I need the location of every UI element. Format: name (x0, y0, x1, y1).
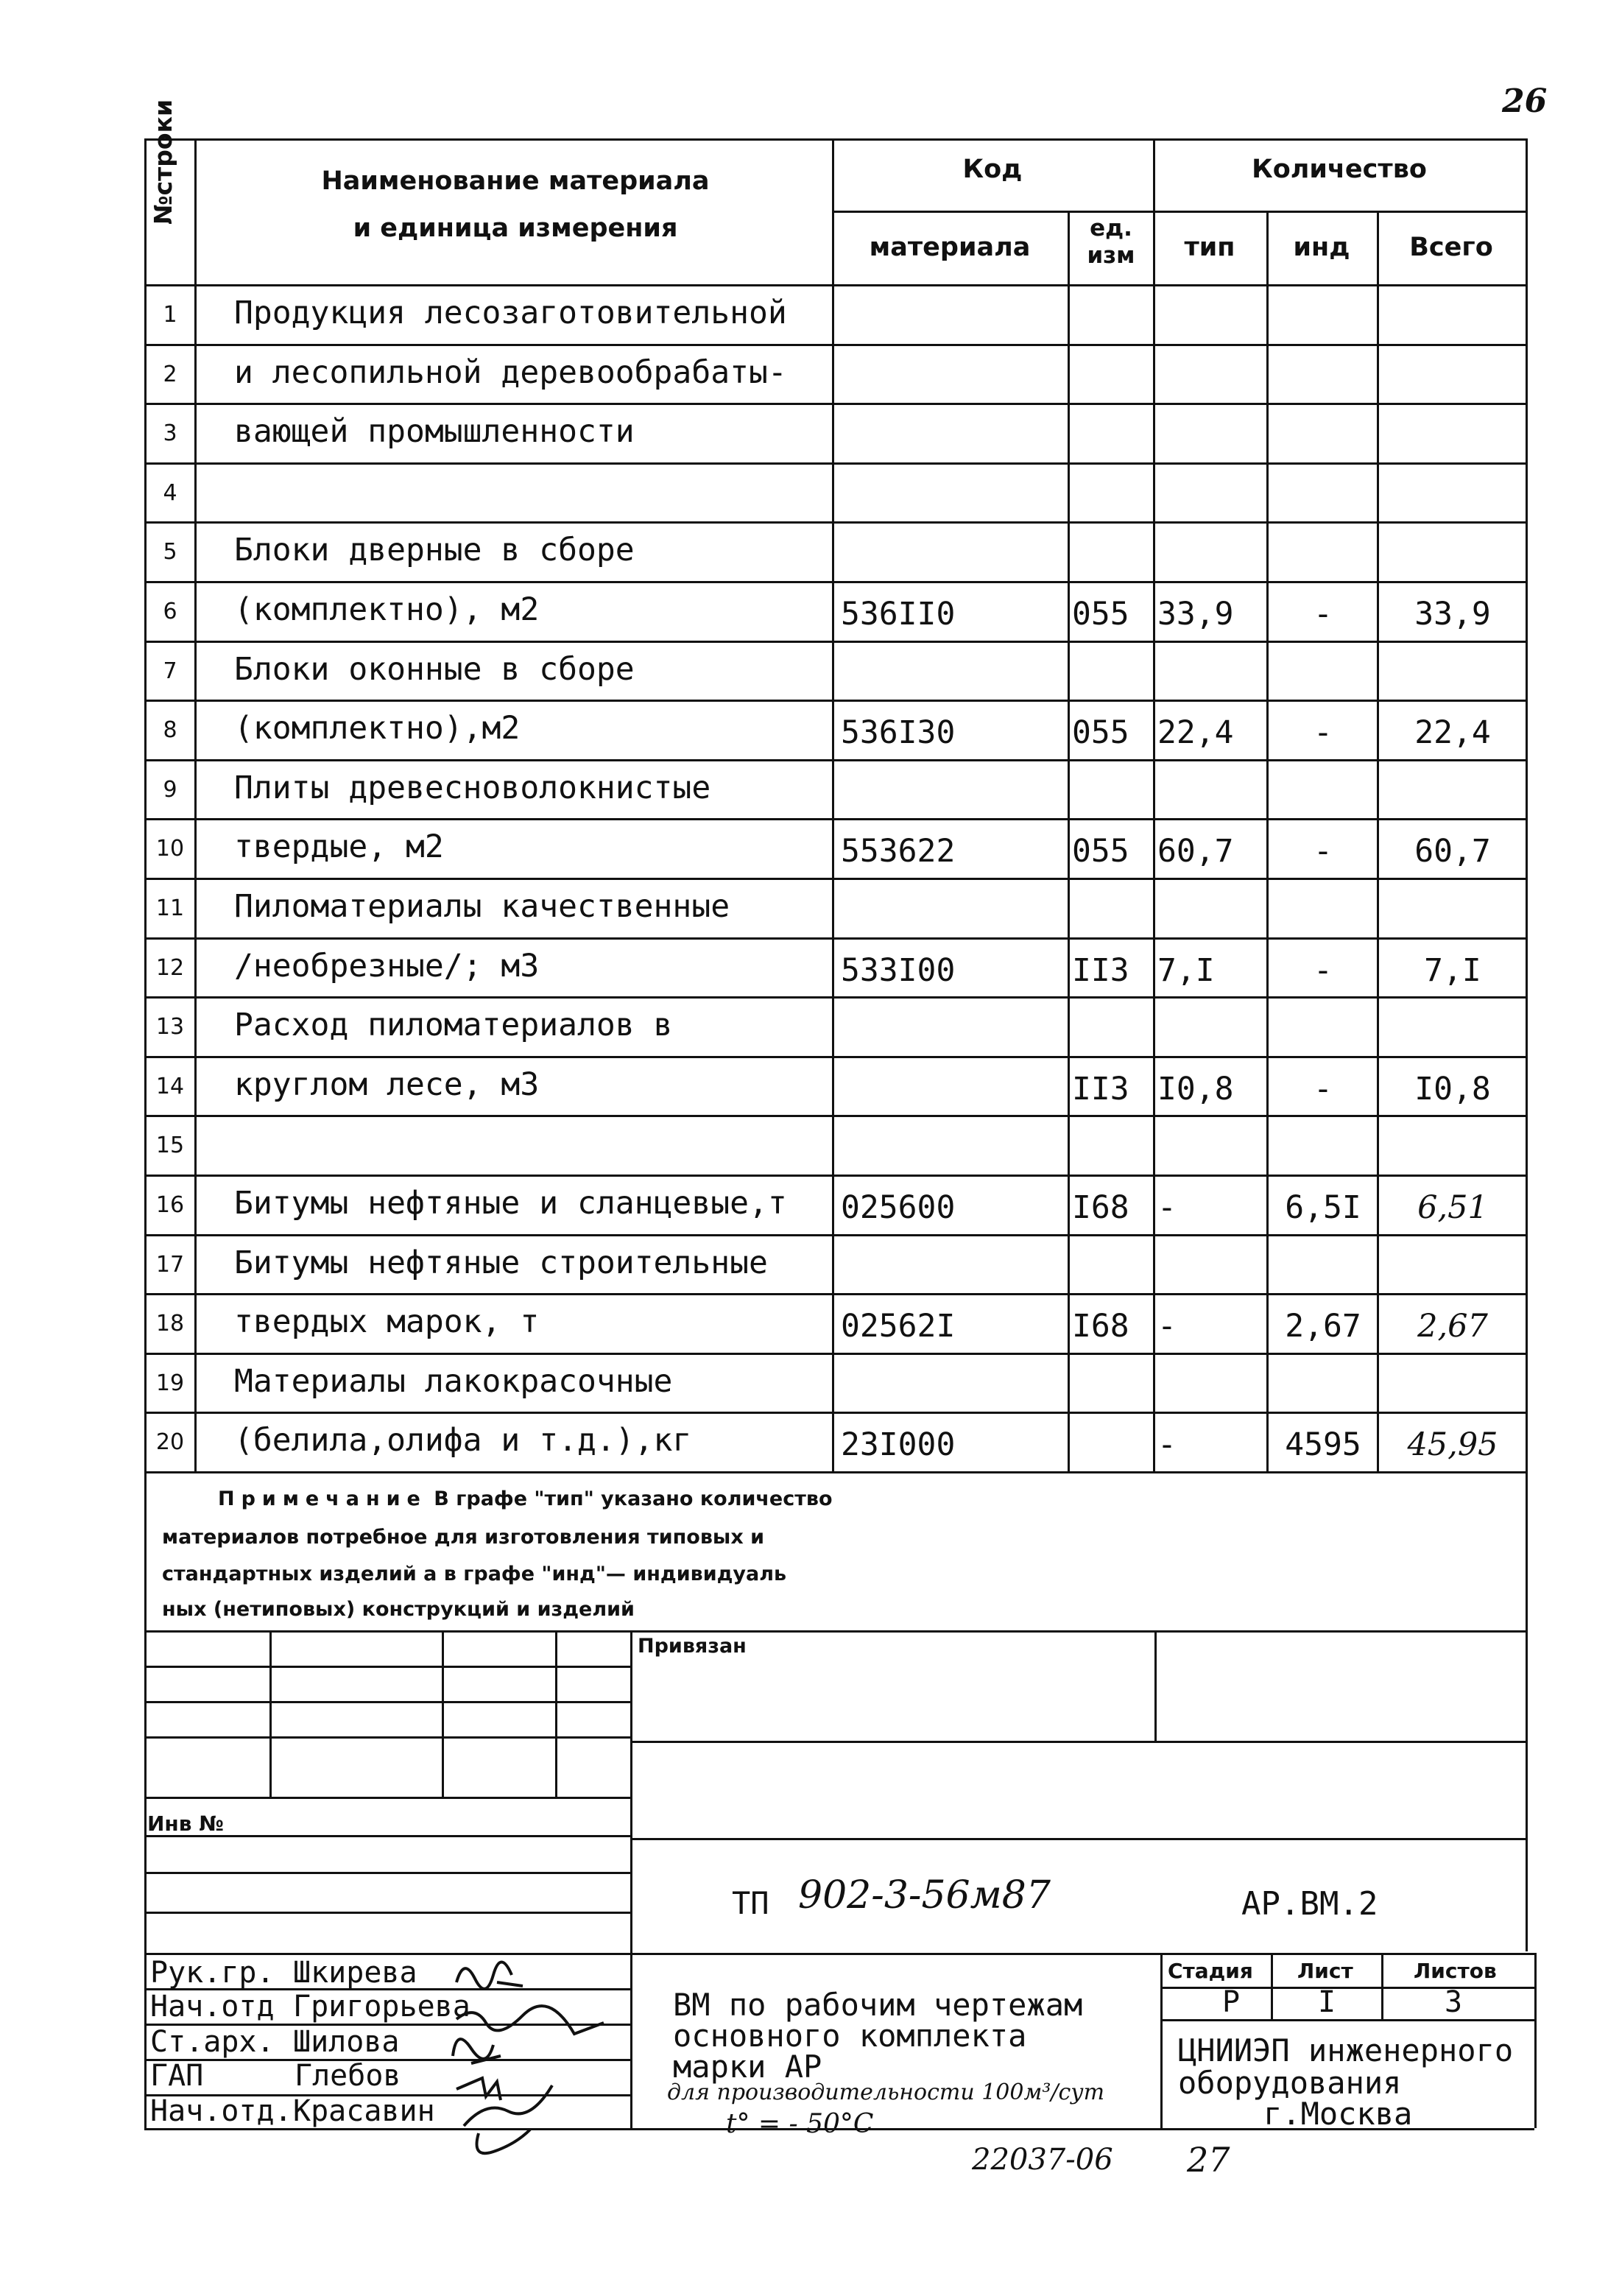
material-name: Блоки дверные в сборе (234, 532, 635, 568)
note-line4: ных (нетиповых) конструкций и изделий (162, 1598, 635, 1621)
cell-code: 533I00 (841, 952, 956, 989)
staff-role: ГАП (150, 2059, 204, 2093)
cell-unit: II3 (1072, 952, 1129, 989)
cell-total: 6,51 (1417, 1189, 1488, 1226)
cell-code: 025600 (841, 1189, 956, 1226)
cell-typ: 60,7 (1157, 833, 1234, 870)
material-name: Плиты древесноволокнистые (234, 770, 711, 806)
archive-number: 22037-06 (972, 2143, 1113, 2177)
ind-header: инд (1293, 233, 1350, 262)
row-number: 20 (155, 1429, 185, 1455)
cell-ind: 4595 (1285, 1426, 1361, 1463)
staff-name: Красавин (293, 2094, 435, 2128)
row-divider (144, 1353, 1526, 1355)
staff-name: Шкирева (293, 1956, 417, 1990)
cell-typ: 33,9 (1157, 596, 1234, 633)
cell-ind: - (1313, 1071, 1333, 1107)
material-name: Битумы нефтяные и сланцевые,т (234, 1185, 787, 1222)
row-number: 13 (155, 1014, 185, 1040)
signatures (442, 1953, 633, 2174)
cell-typ: - (1157, 1426, 1177, 1463)
description-line5: t° = - 50°C (726, 2109, 874, 2139)
cell-typ: - (1157, 1308, 1177, 1345)
doc-code: АР.ВМ.2 (1241, 1885, 1378, 1923)
staff-role: Нач.отд. (150, 2094, 292, 2128)
note-line3: стандартных изделий а в графе "инд"— индивидуаль (162, 1563, 787, 1585)
cell-ind: - (1313, 833, 1333, 870)
cell-unit: 055 (1072, 596, 1129, 633)
unit-header: ед. изм (1087, 215, 1135, 269)
row-number: 16 (155, 1192, 185, 1218)
row-number: 7 (163, 658, 177, 684)
sheet-label: Лист (1297, 1959, 1353, 1983)
row-number: 14 (155, 1074, 185, 1099)
cell-total: 60,7 (1414, 833, 1491, 870)
cell-typ: I0,8 (1157, 1071, 1234, 1107)
row-number: 10 (155, 836, 185, 862)
row-divider (144, 937, 1526, 940)
row-divider (144, 403, 1526, 405)
tp-label: ТП (732, 1885, 769, 1921)
material-name: /необрезные/; м3 (234, 948, 540, 985)
cell-ind: - (1313, 596, 1333, 633)
cell-code: 536I30 (841, 714, 956, 751)
material-name: (комплектно),м2 (234, 710, 521, 747)
row-divider (144, 1115, 1526, 1117)
org-line2: оборудования (1178, 2065, 1402, 2101)
row-number: 2 (163, 362, 177, 387)
cell-ind: - (1313, 952, 1333, 989)
row-number: 4 (163, 480, 177, 506)
row-divider (144, 581, 1526, 583)
quantity-header: Количество (1252, 155, 1427, 184)
cell-unit: 055 (1072, 714, 1129, 751)
row-divider (144, 1234, 1526, 1236)
name-header-line1: Наименование материала (321, 166, 710, 196)
row-divider (144, 462, 1526, 465)
material-name: (белила,олифа и т.д.),кг (234, 1422, 692, 1459)
material-name: твердые, м2 (234, 828, 444, 865)
sheet-value: I (1318, 1985, 1336, 2019)
cell-code: 553622 (841, 833, 956, 870)
note-prefix: Примечание (218, 1487, 427, 1510)
cell-unit: II3 (1072, 1071, 1129, 1107)
sheets-label: Листов (1414, 1959, 1497, 1983)
row-number: 15 (155, 1133, 185, 1158)
staff-role: Рук.гр. (150, 1956, 275, 1990)
material-name: Пиломатериалы качественные (234, 888, 730, 925)
material-name: Продукция лесозаготовительной (234, 295, 787, 331)
row-number: 17 (155, 1252, 185, 1278)
cell-unit: 055 (1072, 833, 1129, 870)
tp-number: 902-3-56м87 (798, 1873, 1051, 1918)
staff-role: Нач.отд (150, 1990, 275, 2024)
row-divider (144, 1175, 1526, 1177)
cell-unit: I68 (1072, 1308, 1129, 1345)
material-name: Блоки оконные в сборе (234, 651, 635, 688)
row-divider (144, 1471, 1526, 1473)
cell-total: 45,95 (1407, 1426, 1498, 1463)
row-number: 11 (155, 895, 185, 921)
material-name: круглом лесе, м3 (234, 1066, 540, 1103)
row-divider (144, 759, 1526, 761)
footer-page: 27 (1187, 2140, 1230, 2180)
stage-value: Р (1222, 1985, 1241, 2019)
cell-code: 02562I (841, 1308, 956, 1345)
inv-number-label: Инв № (147, 1811, 224, 1836)
cell-typ: 7,I (1157, 952, 1215, 989)
org-line3: г.Москва (1263, 2096, 1413, 2132)
description-line2: основного комплекта (673, 2018, 1027, 2054)
row-divider (144, 818, 1526, 820)
row-number: 5 (163, 539, 177, 565)
org-line1: ЦНИИЭП инженерного (1178, 2032, 1514, 2068)
note-line1-text: В графе "тип" указано количество (434, 1487, 833, 1510)
material-name: (комплектно), м2 (234, 591, 540, 628)
cell-total: 33,9 (1414, 596, 1491, 633)
material-name: твердых марок, т (234, 1303, 540, 1340)
row-number-header: №строки (149, 99, 177, 225)
row-number: 6 (163, 599, 177, 624)
row-divider (144, 641, 1526, 643)
staff-name: Шилова (293, 2025, 400, 2059)
total-header: Всего (1409, 233, 1493, 262)
cell-code: 23I000 (841, 1426, 956, 1463)
row-divider (144, 521, 1526, 524)
cell-total: I0,8 (1414, 1071, 1491, 1107)
staff-role: Ст.арх. (150, 2025, 275, 2059)
cell-unit: I68 (1072, 1189, 1129, 1226)
row-divider (144, 1293, 1526, 1295)
row-number: 9 (163, 777, 177, 803)
page-number: 26 (1502, 82, 1548, 120)
row-number: 1 (163, 302, 177, 328)
note-line2: материалов потребное для изготовления типовых и (162, 1526, 765, 1549)
staff-name: Глебов (295, 2059, 401, 2093)
cell-total: 22,4 (1414, 714, 1491, 751)
staff-name: Григорьева (293, 1990, 470, 2024)
code-header: Код (962, 155, 1023, 184)
cell-total: 7,I (1424, 952, 1481, 989)
material-name: вающей промышленности (234, 413, 635, 450)
material-name: Материалы лакокрасочные (234, 1363, 673, 1400)
row-divider (144, 996, 1526, 999)
row-divider (144, 700, 1526, 702)
cell-typ: - (1157, 1189, 1177, 1226)
row-number: 12 (155, 955, 185, 981)
material-name: Битумы нефтяные строительные (234, 1244, 768, 1281)
row-number: 18 (155, 1311, 185, 1337)
material-name: и лесопильной деревообрабаты- (234, 354, 787, 391)
cell-code: 536II0 (841, 596, 956, 633)
name-header-line2: и единица измерения (353, 214, 678, 243)
note-line1 (218, 1487, 833, 1510)
cell-typ: 22,4 (1157, 714, 1234, 751)
row-number: 8 (163, 717, 177, 743)
cell-ind: - (1313, 714, 1333, 751)
privyazan-label: Привязан (638, 1635, 747, 1658)
row-divider (144, 1412, 1526, 1414)
cell-total: 2,67 (1417, 1308, 1488, 1345)
sheets-value: 3 (1445, 1985, 1463, 2019)
row-number: 3 (163, 420, 177, 446)
row-divider (144, 344, 1526, 346)
description-line4: для производительности 100м³/сут (667, 2080, 1105, 2105)
row-divider (144, 1056, 1526, 1058)
material-code-header: материала (869, 233, 1031, 262)
material-name: Расход пиломатериалов в (234, 1007, 673, 1043)
cell-ind: 2,67 (1285, 1308, 1361, 1345)
row-divider (144, 878, 1526, 880)
cell-ind: 6,5I (1285, 1189, 1361, 1226)
description-line1: ВМ по рабочим чертежам (673, 1987, 1083, 2023)
typ-header: тип (1184, 233, 1235, 262)
stage-label: Стадия (1168, 1959, 1253, 1983)
description-line3: марки АР (673, 2049, 822, 2085)
row-number: 19 (155, 1370, 185, 1396)
